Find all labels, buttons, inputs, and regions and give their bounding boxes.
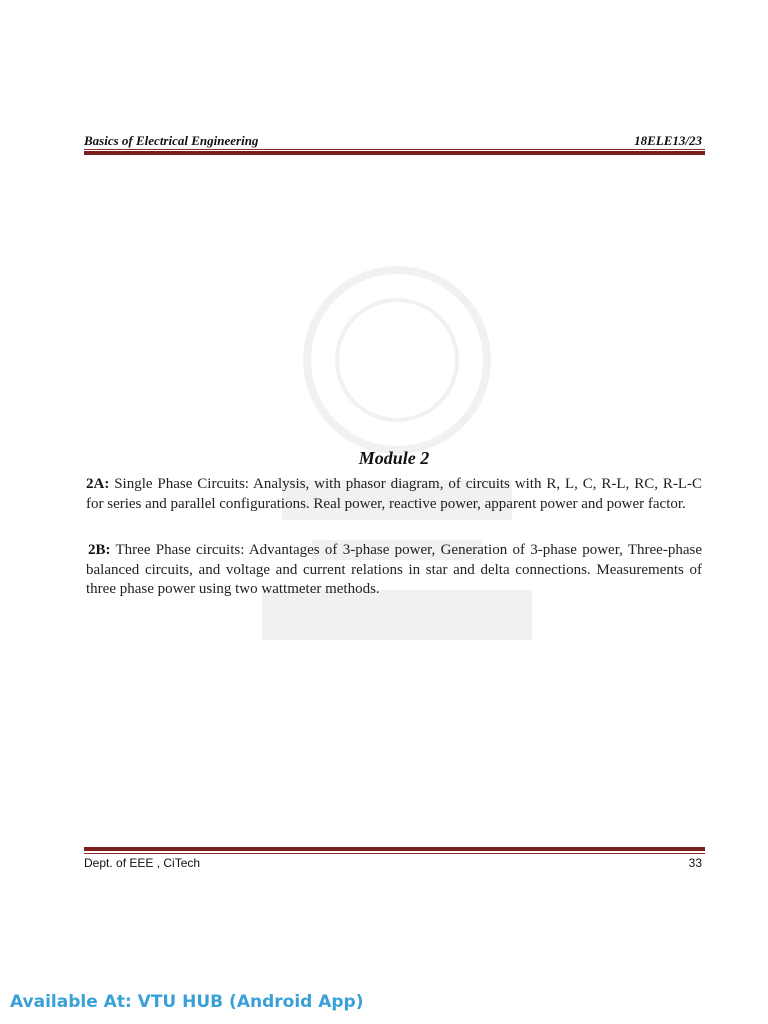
section-text-2a: Single Phase Circuits: Analysis, with phasor diagram, of circuits with R, L, C, R-L, RC, R-L-C for series and parallel configurations. Real power, reactive power, apparent power and power factor.	[86, 476, 702, 512]
page-number: 33	[688, 856, 702, 870]
footer-rule-thick	[84, 847, 705, 851]
header-rule-thin	[84, 149, 705, 150]
header-course-title: Basics of Electrical Engineering	[84, 133, 259, 148]
footer-department: Dept. of EEE , CiTech	[84, 856, 201, 870]
syllabus-section-2b	[86, 541, 702, 600]
header-course-code: 18ELE13/23	[634, 133, 702, 148]
section-label-2b: 2B:	[88, 542, 111, 558]
header-rule-thick	[84, 151, 705, 155]
section-label-2a: 2A:	[86, 476, 110, 492]
availability-banner: Available At: VTU HUB (Android App)	[10, 992, 364, 1012]
page-header	[84, 133, 704, 149]
syllabus-section-2a	[86, 475, 702, 514]
footer-rule-thin	[84, 853, 705, 854]
section-text-2b: Three Phase circuits: Advantages of 3-phase power, Generation of 3-phase power, Three-phase balanced circuits, and voltage and current relations in star and delta connections. Measurements of three phase power using two wattmeter methods.	[86, 542, 702, 597]
module-title: Module 2	[358, 448, 430, 468]
